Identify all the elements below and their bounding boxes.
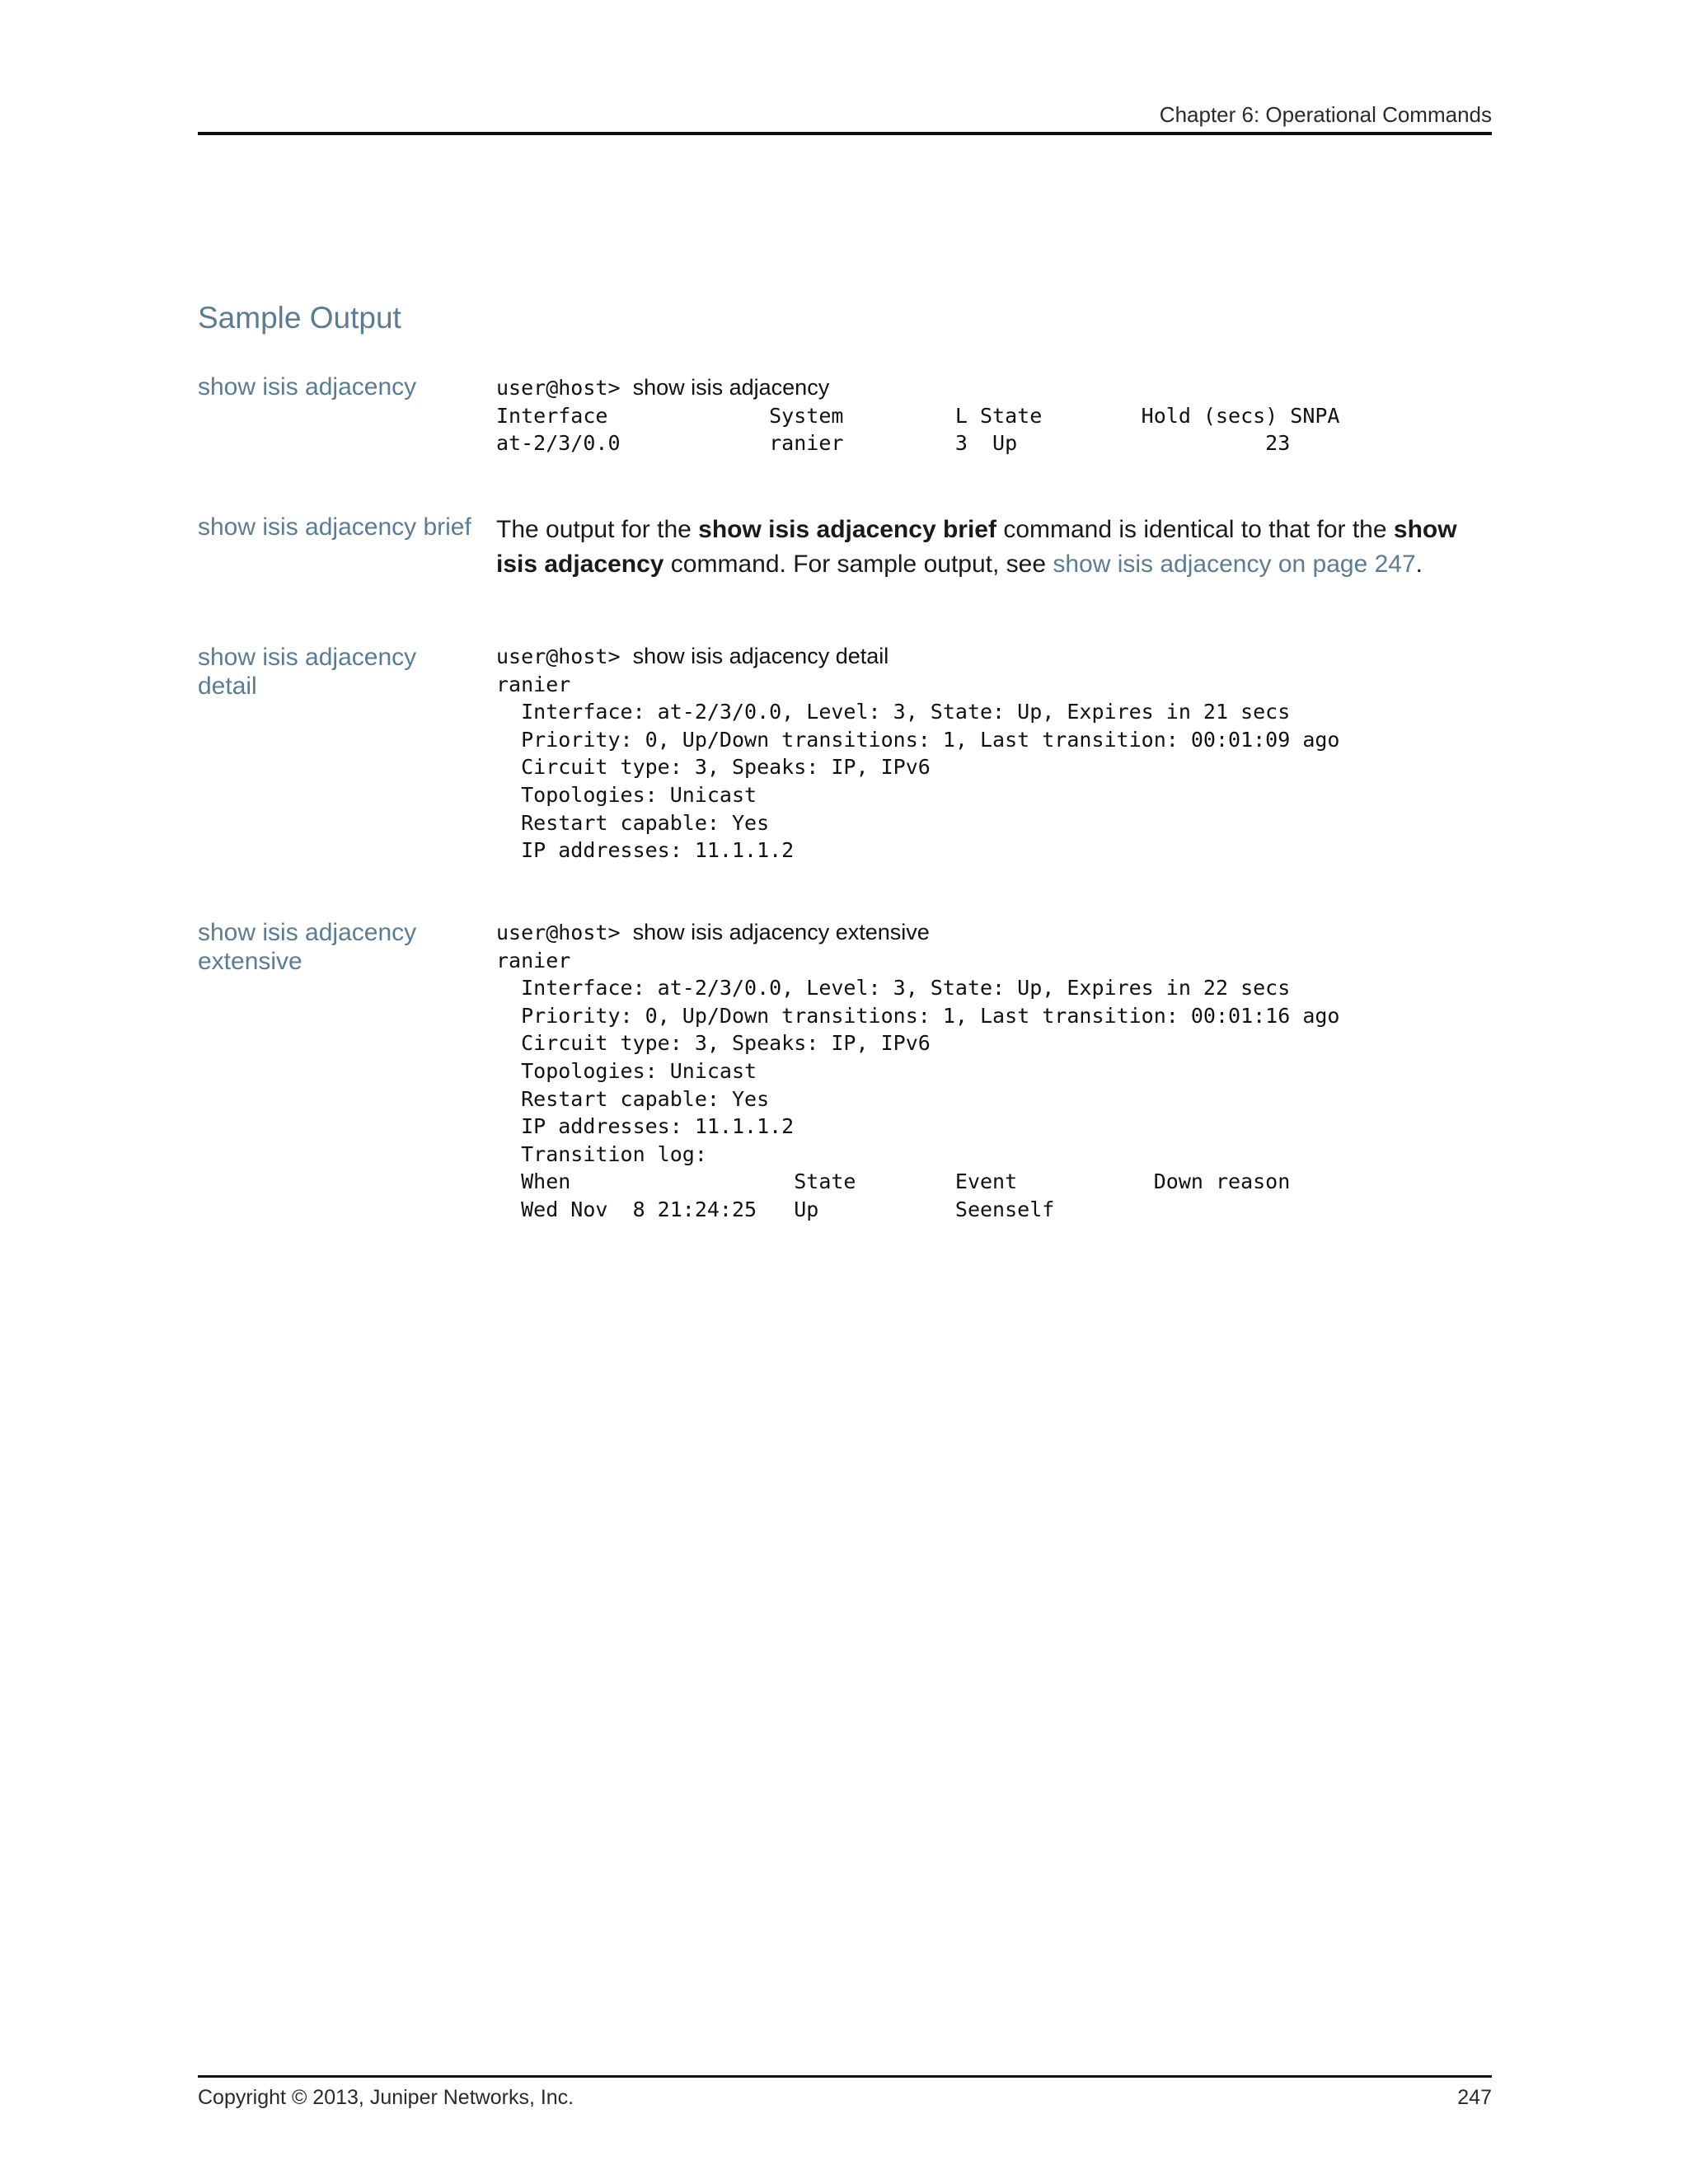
- cross-reference-link[interactable]: show isis adjacency on page 247: [1053, 551, 1416, 578]
- copyright-notice: Copyright © 2013, Juniper Networks, Inc.: [198, 2086, 574, 2109]
- cli-prompt: user@host>: [496, 921, 633, 944]
- section-heading: Sample Output: [198, 301, 401, 335]
- code-block-adjacency-detail: [496, 643, 1340, 865]
- para-command-bold: show isis adjacency brief: [698, 516, 996, 543]
- cli-prompt: user@host>: [496, 376, 633, 400]
- cli-command: show isis adjacency: [632, 375, 830, 400]
- cli-prompt: user@host>: [496, 644, 633, 668]
- page-footer: [198, 2075, 1492, 2110]
- side-label-show-isis-adjacency: show isis adjacency: [198, 373, 417, 401]
- cli-output: ranier Interface: at-2/3/0.0, Level: 3, State: Up, Expires in 22 secs Priority: 0, Up/Down transitions: 1, Last transition: 00:01:16 ago Circuit type: 3, Speaks: IP, IPv6 Topologies: Unicast Restart capable: Yes IP addresses: 11.1.1.2 Transition log: When State Event Down reason Wed Nov 8 21:24:25 Up Seenself: [496, 948, 1340, 1221]
- cli-command: show isis adjacency detail: [632, 644, 889, 668]
- cli-command: show isis adjacency extensive: [632, 920, 930, 944]
- para-text: command is identical to that for the: [996, 516, 1394, 543]
- cli-output: Interface System L State Hold (secs) SNPA at-2/3/0.0 ranier 3 Up 23: [496, 403, 1340, 456]
- code-block-adjacency-extensive: [496, 919, 1340, 1224]
- para-text: command. For sample output, see: [663, 551, 1053, 578]
- page-number: 247: [1457, 2086, 1492, 2109]
- side-label-show-isis-adjacency-detail: show isis adjacency detail: [198, 644, 417, 700]
- para-text: .: [1415, 551, 1423, 578]
- chapter-title: Chapter 6: Operational Commands: [1159, 102, 1492, 127]
- para-command-bold: show isis adjacency: [496, 516, 1457, 578]
- code-block-adjacency: [496, 374, 1340, 457]
- brief-paragraph: [496, 513, 1493, 582]
- side-label-show-isis-adjacency-brief: show isis adjacency brief: [198, 513, 471, 541]
- side-label-show-isis-adjacency-extensive: show isis adjacency extensive: [198, 919, 417, 975]
- page-header: [198, 97, 1492, 135]
- cli-output: ranier Interface: at-2/3/0.0, Level: 3, State: Up, Expires in 21 secs Priority: 0, Up/Down transitions: 1, Last transition: 00:01:09 ago Circuit type: 3, Speaks: IP, IPv6 Topologies: Unicast Restart capable: Yes IP addresses: 11.1.1.2: [496, 672, 1340, 863]
- para-text: The output for the: [496, 516, 699, 543]
